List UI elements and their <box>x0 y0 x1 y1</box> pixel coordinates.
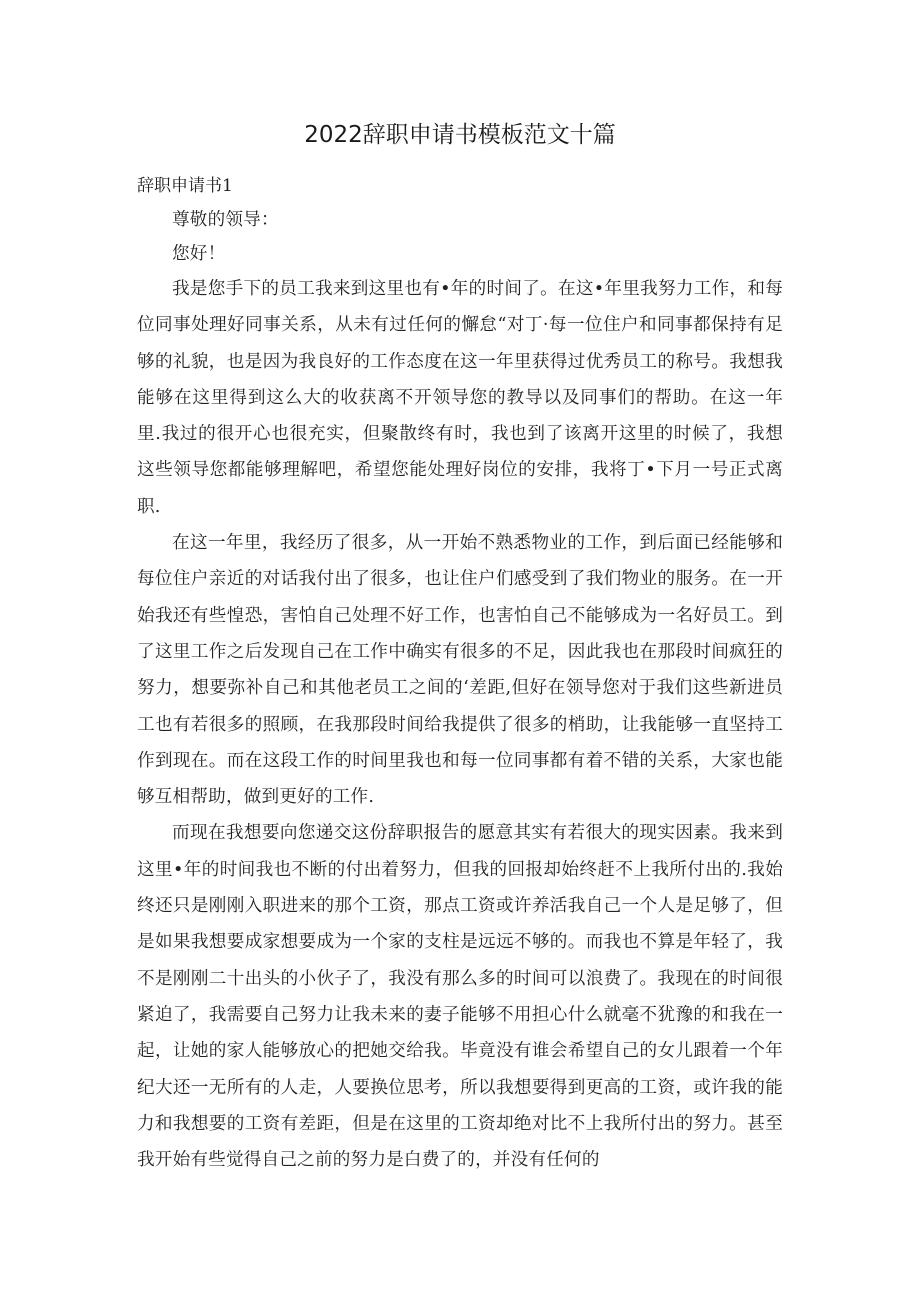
paragraph-3: 而现在我想要向您递交这份辞职报告的愿意其实有若很大的现实因素。我来到这里•年的时间我也不断的付出着努力，但我的回报却始终赶不上我所付出的.我始终还只是刚刚入职进来的那个工资，那点工资或许养活我自己一个人是足够了，但是如果我想要成家想要成为一个家的支柱是远远不够的。而我也不算是年轻了，我不是刚刚二十出头的小伙子了，我没有那么多的时间可以浪费了。我现在的时间很紧迫了，我需要自己努力让我未来的妻子能够不用担心什么就毫不犹豫的和我在一起，让她的家人能够放心的把她交给我。毕竟没有谁会希望自己的女儿跟着一个年纪大还一无所有的人走，人要换位思考，所以我想要得到更高的工资，或许我的能力和我想要的工资有差距，但是在这里的工资却绝对比不上我所付出的努力。甚至我开始有些觉得自己之前的努力是白费了的，并没有任何的 <box>137 823 783 1171</box>
document-title: 2022辞职申请书模板范文十篇 <box>304 122 616 148</box>
section-heading: 辞职申请书1 <box>137 176 233 196</box>
greeting: 您好！ <box>172 244 226 264</box>
salutation: 尊敬的领导： <box>172 210 279 230</box>
paragraph-1: 我是您手下的员工我来到这里也有•年的时间了。在这•年里我努力工作，和每位同事处理好同事关系，从未有过任何的懈怠“对丁·每一位住户和同事都保持有足够的礼貌，也是因为我良好的工作态度在这一年里获得过优秀员工的称号。我想我能够在这里得到这么大的收获离不开领导您的教导以及同事们的帮助。在这一年里.我过的很开心也很充实，但聚散终有时，我也到了该离开这里的时候了，我想这些领导您都能够理解吧，希望您能处理好岗位的安排，我将丁•下月一号正式离职. <box>137 279 783 517</box>
document-body <box>137 203 783 1178</box>
paragraph-2: 在这一年里，我经历了很多，从一开始不熟悉物业的工作，到后面已经能够和每位住户亲近的对话我付出了很多，也让住户们感受到了我们物业的服务。在一开始我还有些惶恐，害怕自己处理不好工作，也害怕自己不能够成为一名好员工。到了这里工作之后发现自己在工作中确实有很多的不足，因此我也在那段时间疯狂的努力，想要弥补自己和其他老员工之间的‘差距,但好在领导您对于我们这些新进员工也有若很多的照顾，在我那段时间给我提供了很多的梢助，让我能够一直坚持工作到现在。而在这段工作的时间里我也和每一位同事都有着不错的关系，大家也能够互相帮助，做到更好的工作. <box>137 533 783 808</box>
